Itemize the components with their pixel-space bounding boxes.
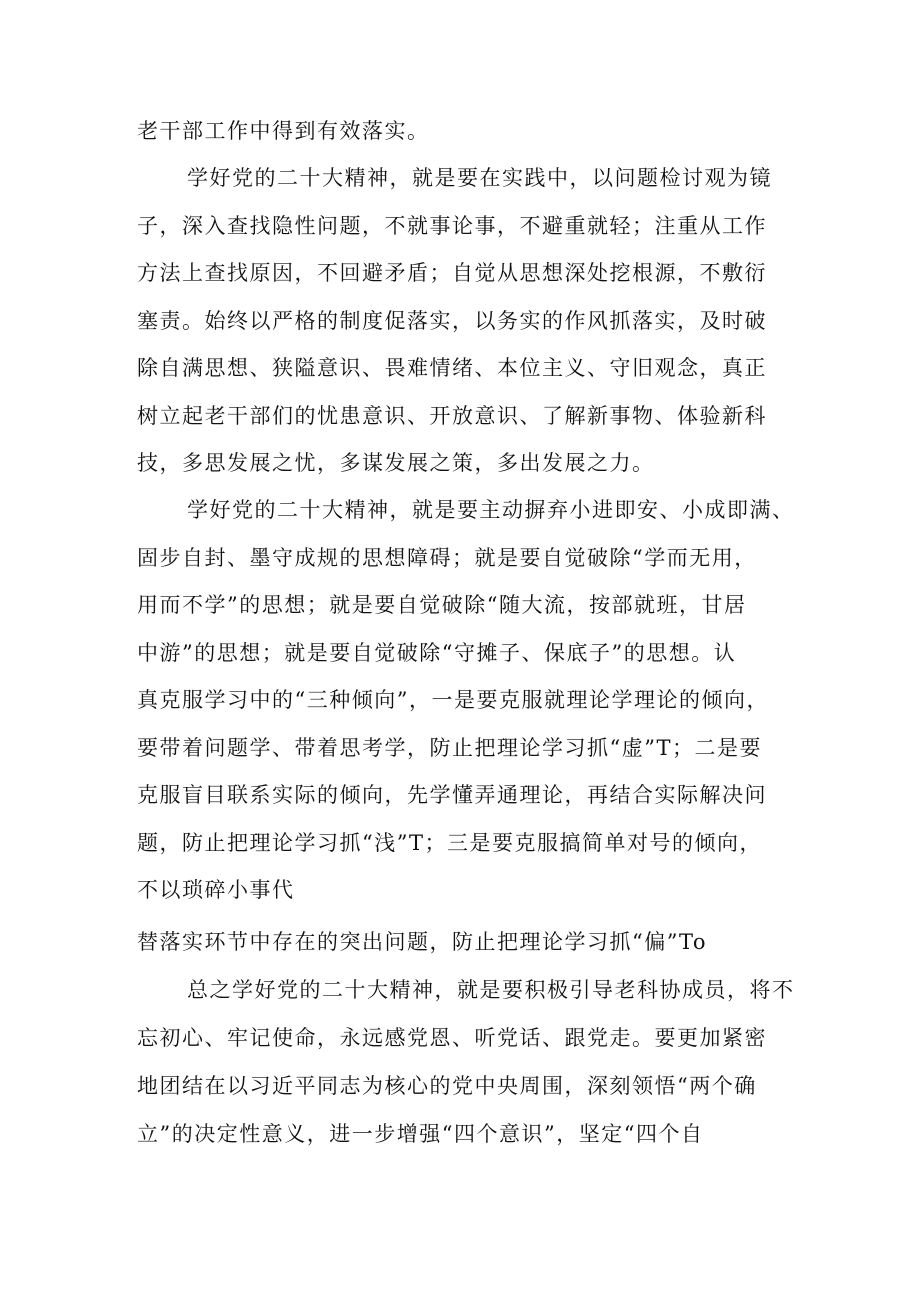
text-line: 题，防止把理论学习抓“浅”T；三是要克服搞简单对号的倾向， <box>137 831 762 855</box>
text-line: 立”的决定性意义，进一步增强“四个意识”，坚定“四个自 <box>137 1122 704 1146</box>
text-line: 真克服学习中的“三种倾向”，一是要克服就理论学理论的倾向， <box>137 688 769 712</box>
text-line: 不以琐碎小事代 <box>137 878 295 902</box>
text-line: 用而不学”的思想；就是要自觉破除“随大流，按部就班，甘居 <box>137 593 747 617</box>
text-line: 要带着问题学、带着思考学，防止把理论学习抓“虚”T；二是要 <box>137 736 762 760</box>
text-line: 子，深入查找隐性问题，不就事论事，不避重就轻；注重从工作 <box>137 214 767 238</box>
text-line: 方法上查找原因，不回避矛盾；自觉从思想深处挖根源，不敷衍 <box>137 261 767 285</box>
text-line: 忘初心、牢记使命，永远感党恩、听党话、跟党走。要更加紧密 <box>137 1026 767 1050</box>
text-line: 固步自封、墨守成规的思想障碍；就是要自觉破除“学而无用， <box>137 546 757 570</box>
text-line: 除自满思想、狭隘意识、畏难情绪、本位主义、守旧观念，真正 <box>137 356 767 380</box>
text-line: 老干部工作中得到有效落实。 <box>137 119 430 143</box>
paragraph-first-line: 学好党的二十大精神，就是要在实践中，以问题检讨观为镜 <box>187 166 772 190</box>
paragraph-first-line: 学好党的二十大精神，就是要主动摒弃小进即安、小成即满、 <box>187 498 795 522</box>
paragraph-first-line: 总之学好党的二十大精神，就是要积极引导老科协成员，将不 <box>187 978 795 1002</box>
text-line: 中游”的思想；就是要自觉破除“守摊子、保底子”的思想。认 <box>137 641 737 665</box>
text-line: 树立起老干部们的忧患意识、开放意识、了解新事物、体验新科 <box>137 404 767 428</box>
text-line: 克服盲目联系实际的倾向，先学懂弄通理论，再结合实际解决问 <box>137 783 767 807</box>
text-line: 技，多思发展之忧，多谋发展之策，多出发展之力。 <box>137 451 655 475</box>
text-line: 地团结在以习近平同志为核心的党中央周围，深刻领悟“两个确 <box>137 1074 757 1098</box>
text-line: 替落实环节中存在的突出问题，防止把理论学习抓“偏”To <box>137 930 707 954</box>
text-line: 塞责。始终以严格的制度促落实，以务实的作风抓落实，及时破 <box>137 309 767 333</box>
